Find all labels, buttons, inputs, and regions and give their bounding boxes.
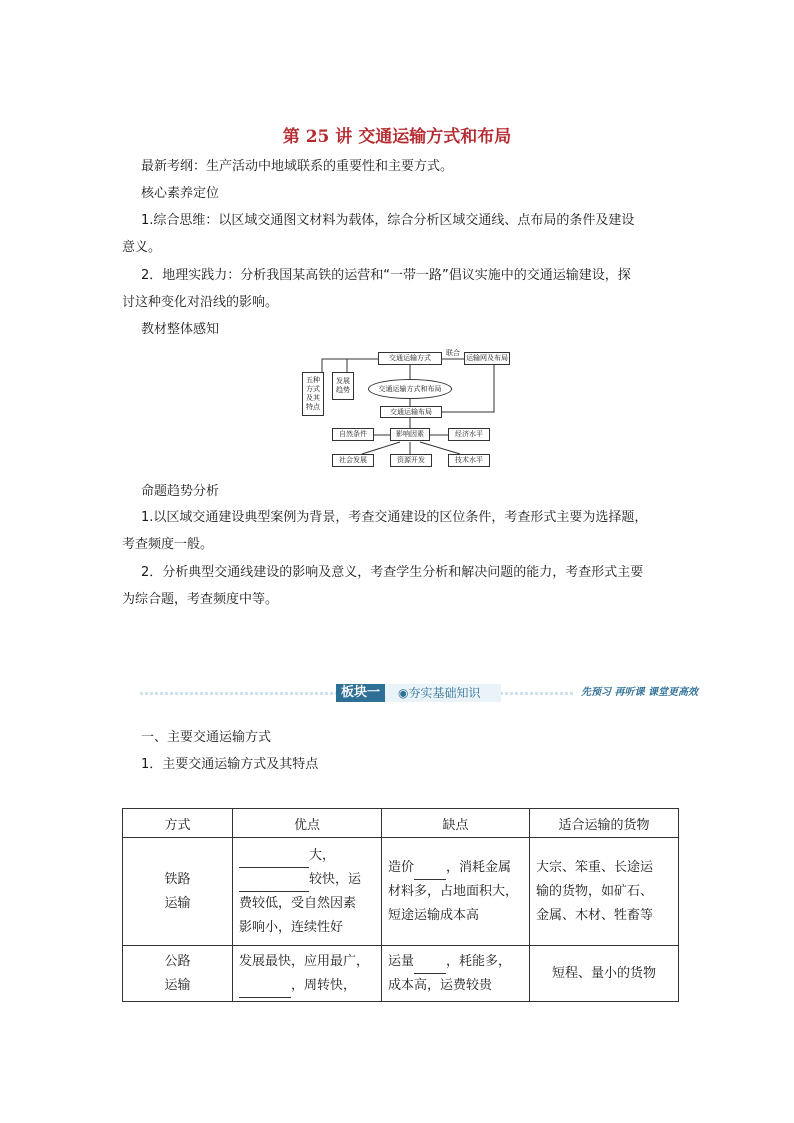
rail-cons-line1: 造价 ，消耗金属 bbox=[388, 856, 523, 880]
rail-pros-line2: 较快，运 bbox=[239, 868, 375, 892]
rail-cons-line3: 短途运输成本高 bbox=[388, 907, 480, 923]
trend-item-1: 1.以区域交通建设典型案例为背景，考查交通建设的区位条件，考查形式主要为选择题， bbox=[141, 510, 648, 525]
node-center-topic: 交通运输方式和布局 bbox=[368, 379, 452, 399]
rail-goods-line2: 输的货物，如矿石、 bbox=[536, 883, 654, 899]
blank-field[interactable] bbox=[239, 981, 291, 998]
road-pros-line2: ，周转快， bbox=[239, 974, 375, 998]
node-resource: 资源开发 bbox=[390, 454, 432, 467]
header-cons: 缺点 bbox=[382, 809, 530, 838]
literacy-item-2: 2．地理实践力：分析我国某高铁的运营和“一带一路”倡议实施中的交通运输建设，探 bbox=[141, 268, 631, 283]
section-subheading: 1．主要交通运输方式及其特点 bbox=[141, 757, 319, 772]
blank-field[interactable] bbox=[239, 875, 309, 892]
blank-field[interactable] bbox=[414, 957, 446, 974]
node-trend: 发展趋势 bbox=[332, 372, 354, 400]
syllabus-text: 最新考纲：生产活动中地域联系的重要性和主要方式。 bbox=[141, 159, 454, 174]
blank-field[interactable] bbox=[414, 863, 446, 880]
road-cons-line1: 运量 ，耗能多， bbox=[388, 950, 523, 974]
cell-road-pros bbox=[233, 946, 382, 1002]
cell-road-mode bbox=[123, 946, 233, 1002]
label-link: 联合 bbox=[446, 349, 460, 357]
trend-item-1-cont: 考查频度一般。 bbox=[122, 537, 214, 552]
cell-rail-mode bbox=[123, 838, 233, 946]
table-header-row bbox=[123, 809, 679, 838]
overview-heading: 教材整体感知 bbox=[141, 322, 220, 337]
rail-pros-line4: 影响小，连续性好 bbox=[239, 919, 344, 935]
node-factors: 影响因素 bbox=[390, 428, 430, 441]
literacy-heading: 核心素养定位 bbox=[141, 186, 220, 201]
cell-road-cons bbox=[382, 946, 530, 1002]
transport-table bbox=[122, 808, 679, 1002]
cell-rail-cons bbox=[382, 838, 530, 946]
node-tech: 技术水平 bbox=[448, 454, 490, 467]
blank-field[interactable] bbox=[239, 851, 309, 868]
banner-label: 板块一 bbox=[336, 684, 385, 702]
node-transport-layout: 交通运输布局 bbox=[380, 406, 442, 418]
header-pros: 优点 bbox=[233, 809, 382, 838]
trend-item-2: 2．分析典型交通线建设的影响及意义，考查学生分析和解决问题的能力，考查形式主要 bbox=[141, 565, 644, 580]
node-transport-modes: 交通运输方式 bbox=[378, 352, 442, 365]
header-mode: 方式 bbox=[123, 809, 233, 838]
page-title: 第 25 讲 交通运输方式和布局 bbox=[282, 127, 512, 147]
literacy-item-1: 1.综合思维：以区域交通图文材料为载体，综合分析区域交通线、点布局的条件及建设 bbox=[141, 213, 635, 228]
concept-diagram bbox=[300, 344, 510, 472]
table-row bbox=[123, 838, 679, 946]
cell-rail-pros bbox=[233, 838, 382, 946]
road-pros-line1: 发展最快，应用最广， bbox=[239, 953, 370, 969]
literacy-item-2-cont: 讨这种变化对沿线的影响。 bbox=[122, 295, 279, 310]
rail-mode-line1: 铁路 bbox=[164, 871, 191, 887]
road-cons-line2: 成本高，运费较贵 bbox=[388, 977, 493, 993]
node-network-layout: 运输网及布局 bbox=[464, 352, 510, 365]
node-social: 社会发展 bbox=[332, 454, 374, 467]
rail-goods-line1: 大宗、笨重、长途运 bbox=[536, 859, 654, 875]
road-goods-line1: 短程、量小的货物 bbox=[551, 965, 656, 981]
rail-pros-line3: 费较低，受自然因素 bbox=[239, 895, 357, 911]
trend-item-2-cont: 为综合题，考查频度中等。 bbox=[122, 592, 279, 607]
road-mode-line2: 运输 bbox=[164, 977, 191, 993]
node-five-modes: 五种方式及其特点 bbox=[302, 372, 324, 416]
section-heading: 一、主要交通运输方式 bbox=[141, 730, 272, 745]
node-economy: 经济水平 bbox=[448, 428, 490, 441]
cell-road-goods bbox=[530, 946, 679, 1002]
literacy-item-1-cont: 意义。 bbox=[122, 240, 162, 255]
rail-mode-line2: 运输 bbox=[164, 895, 191, 911]
banner-subtitle: ◉夯实基础知识 bbox=[398, 686, 481, 700]
rail-pros-line1: 大， bbox=[239, 844, 375, 868]
rail-cons-line2: 材料多，占地面积大， bbox=[388, 883, 519, 899]
cell-rail-goods bbox=[530, 838, 679, 946]
banner-slogan: 先预习 再听课 课堂更高效 bbox=[575, 684, 698, 702]
header-goods: 适合运输的货物 bbox=[530, 809, 679, 838]
node-natural: 自然条件 bbox=[332, 428, 374, 441]
rail-goods-line3: 金属、木材、牲畜等 bbox=[536, 907, 654, 923]
table-row bbox=[123, 946, 679, 1002]
trend-heading: 命题趋势分析 bbox=[141, 484, 220, 499]
section-banner bbox=[140, 684, 700, 702]
road-mode-line1: 公路 bbox=[164, 953, 191, 969]
